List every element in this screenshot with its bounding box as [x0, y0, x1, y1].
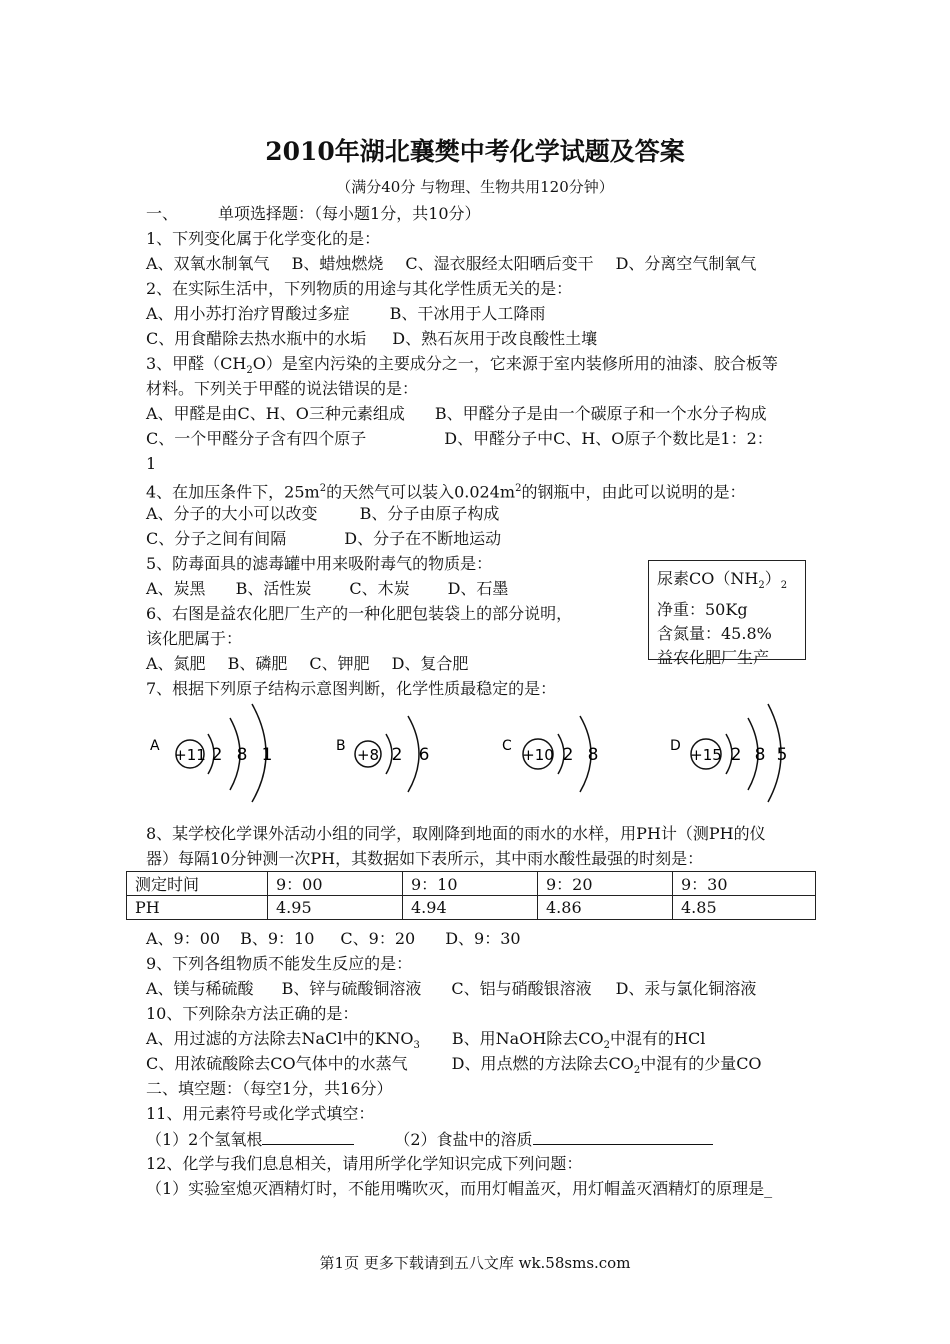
- table-cell: 测定时间: [127, 872, 268, 896]
- q4-option-a: A、分子的大小可以改变: [146, 504, 318, 523]
- q6-options: [146, 653, 468, 675]
- q2-stem: 2、在实际生活中，下列物质的用途与其化学性质无关的是：: [146, 279, 573, 298]
- q2-option-d: D、熟石灰用于改良酸性土壤: [392, 329, 598, 348]
- atom-d-shell-1: 2: [730, 745, 742, 765]
- q3-stem-line2: 材料。下列关于甲醛的说法错误的是：: [146, 379, 419, 398]
- q3-option-d: D、甲醛分子中C、H、O原子个数比是1：2：: [444, 429, 773, 448]
- section-2-heading: 二、填空题：（每空1分，共16分）: [146, 1079, 393, 1098]
- q5-option-c: C、木炭: [349, 579, 410, 598]
- atom-a-shell-3: 1: [261, 745, 273, 765]
- q6-option-c: C、钾肥: [309, 654, 370, 673]
- q8-stem-line2: 器）每隔10分钟测一次PH，其数据如下表所示，其中雨水酸性最强的时刻是：: [146, 849, 704, 868]
- q12-stem: 12、化学与我们息息相关，请用所学化学知识完成下列问题：: [146, 1154, 583, 1173]
- q4-stem-part2: 的天然气可以装入0.024m: [326, 482, 516, 502]
- q3-option-a: A、甲醛是由C、H、O三种元素组成: [146, 404, 405, 423]
- q7-stem: 7、根据下列原子结构示意图判断，化学性质最稳定的是：: [146, 679, 557, 698]
- q3-option-d-continued: 1: [146, 454, 157, 473]
- q10-stem: 10、下列除杂方法正确的是：: [146, 1004, 359, 1023]
- q10-option-b: B、用NaOH除去CO: [451, 1029, 604, 1048]
- page-subtitle: （满分40分 与物理、生物共用120分钟）: [336, 178, 614, 196]
- q2-option-a: A、用小苏打治疗胃酸过多症: [146, 304, 350, 323]
- q12-part-1: （1）实验室熄灭酒精灯时，不能用嘴吹灭，而用灯帽盖灭，用灯帽盖灭酒精灯的原理是_: [146, 1179, 773, 1198]
- label-product-close: ）: [764, 569, 781, 588]
- q4-stem-part3: 的钢瓶中，由此可以说明的是：: [521, 482, 746, 502]
- q10-option-a: A、用过滤的方法除去NaCl中的KNO: [146, 1029, 414, 1048]
- q9-option-b: B、锌与硫酸铜溶液: [281, 979, 422, 998]
- q11-blank-1[interactable]: [262, 1128, 354, 1145]
- q8-stem: 8、某学校化学课外活动小组的同学，取刚降到地面的雨水的水样，用PH计（测PH的仪: [146, 824, 766, 843]
- atom-c-nucleus: +10: [522, 746, 554, 764]
- q11-stem: 11、用元素符号或化学式填空：: [146, 1104, 375, 1123]
- q1-options: [146, 253, 756, 275]
- label-line-maker: 益农化肥厂生产: [657, 648, 770, 668]
- label-line-product: [657, 567, 797, 598]
- q3-options-row2: [146, 428, 773, 450]
- q4-sup2: 2: [515, 483, 522, 494]
- q4-option-c: C、分子之间有间隔: [146, 529, 287, 548]
- q8-options: [146, 928, 521, 950]
- q2-options-row2: [146, 328, 597, 350]
- q4-stem-part1: 4、在加压条件下，25m: [146, 482, 320, 502]
- q1-stem: 1、下列变化属于化学变化的是：: [146, 229, 381, 248]
- q11-part-1: （1）2个氢氧根: [146, 1130, 263, 1149]
- q5-option-a: A、炭黑: [146, 579, 206, 598]
- q6-stem: 6、右图是益农化肥厂生产的一种化肥包装袋上的部分说明，: [146, 604, 573, 623]
- q3-stem-part2: O）是室内污染的主要成分之一，它来源于室内装修所用的油漆、胶合板等: [252, 354, 778, 373]
- atom-a-nucleus: +11: [174, 746, 206, 764]
- q1-option-a: A、双氧水制氧气: [146, 254, 270, 273]
- q2-option-c: C、用食醋除去热水瓶中的水垢: [146, 329, 367, 348]
- table-row: [127, 896, 816, 920]
- atom-structure-diagrams: [146, 698, 796, 806]
- atom-a-diagram: [150, 704, 272, 802]
- label-line-weight: 净重：50Kg: [657, 600, 748, 620]
- table-cell: 9：20: [538, 872, 673, 896]
- q11-blank-2[interactable]: [533, 1128, 713, 1145]
- q10-option-d-sub: 2: [633, 1065, 641, 1077]
- table-cell: 9：30: [673, 872, 816, 896]
- q1-option-b: B、蜡烛燃烧: [291, 254, 384, 273]
- ph-measurement-table: [126, 871, 816, 920]
- q8-option-d: D、9：30: [445, 929, 521, 948]
- atom-b-letter: B: [336, 738, 346, 754]
- q4-options-row1: [146, 503, 499, 525]
- atom-a-shell-2: 8: [236, 745, 248, 765]
- q9-option-c: C、铝与硝酸银溶液: [451, 979, 592, 998]
- atom-a-letter: A: [150, 738, 160, 754]
- table-cell: 4.94: [403, 896, 538, 920]
- q10-option-a-sub: 3: [413, 1040, 420, 1052]
- q11-parts: [146, 1128, 713, 1151]
- q4-option-b: B、分子由原子构成: [359, 504, 500, 523]
- table-cell: 9：10: [403, 872, 538, 896]
- atom-c-shell-1: 2: [562, 745, 574, 765]
- section-1-text: 单项选择题：（每小题1分，共10分）: [218, 204, 481, 223]
- q4-stem: [146, 478, 745, 503]
- q9-stem: 9、下列各组物质不能发生反应的是：: [146, 954, 413, 973]
- q10-option-d-end: 中混有的少量CO: [640, 1054, 762, 1073]
- q10-option-b-sub: 2: [603, 1040, 611, 1052]
- section-1-heading: [146, 203, 481, 225]
- table-cell: 4.95: [268, 896, 403, 920]
- q10-option-c: C、用浓硫酸除去CO气体中的水蒸气: [146, 1054, 408, 1073]
- q8-option-c: C、9：20: [340, 929, 416, 948]
- atom-d-shell-2: 8: [754, 745, 766, 765]
- atom-c-shell-2: 8: [587, 745, 599, 765]
- q6-option-a: A、氮肥: [146, 654, 206, 673]
- q5-option-b: B、活性炭: [235, 579, 312, 598]
- q6-option-b: B、磷肥: [227, 654, 288, 673]
- q1-option-d: D、分离空气制氧气: [615, 254, 757, 273]
- atom-a-shell-1: 2: [211, 745, 223, 765]
- q3-stem-part1: 3、甲醛（CH: [146, 354, 247, 373]
- atom-b-shell-1: 2: [391, 745, 403, 765]
- label-line-nitrogen: 含氮量：45.8%: [657, 624, 772, 644]
- atom-b-shell-2: 6: [418, 745, 430, 765]
- q8-option-a: A、9：00: [146, 929, 221, 948]
- label-product-name: 尿素CO（NH: [657, 569, 759, 588]
- q9-option-d: D、汞与氯化铜溶液: [615, 979, 757, 998]
- atom-d-shell-3: 5: [776, 745, 788, 765]
- atom-d-diagram: [670, 704, 787, 802]
- table-cell: PH: [127, 896, 268, 920]
- fertilizer-label-box: [648, 560, 806, 668]
- q3-option-b: B、甲醛分子是由一个碳原子和一个水分子构成: [434, 404, 767, 423]
- q11-part-2: （2）食盐中的溶质: [394, 1130, 533, 1149]
- q3-stem-subscript: 2: [246, 365, 253, 377]
- table-cell: 4.86: [538, 896, 673, 920]
- q8-option-b: B、9：10: [240, 929, 315, 948]
- q1-option-c: C、湿衣服经太阳晒后变干: [405, 254, 594, 273]
- label-product-sub2: 2: [780, 580, 788, 592]
- section-1-number: 一、: [146, 204, 179, 223]
- table-cell: 9：00: [268, 872, 403, 896]
- q5-stem: 5、防毒面具的滤毒罐中用来吸附毒气的物质是：: [146, 554, 493, 573]
- q5-option-d: D、石墨: [447, 579, 509, 598]
- q3-option-c: C、一个甲醛分子含有四个原子: [146, 429, 367, 448]
- q4-option-d: D、分子在不断地运动: [344, 529, 502, 548]
- q3-options-row1: [146, 403, 767, 425]
- q4-options-row2: [146, 528, 501, 550]
- atom-b-diagram: [336, 716, 429, 792]
- q5-options: [146, 578, 508, 600]
- q6-stem-line2: 该化肥属于：: [146, 629, 243, 648]
- page-title: 2010年湖北襄樊中考化学试题及答案: [265, 137, 685, 166]
- atom-d-nucleus: +15: [690, 746, 722, 764]
- atom-b-nucleus: +8: [356, 746, 380, 764]
- q10-option-b-end: 中混有的HCl: [610, 1029, 706, 1048]
- q9-option-a: A、镁与稀硫酸: [146, 979, 254, 998]
- q6-option-d: D、复合肥: [391, 654, 469, 673]
- table-row: [127, 872, 816, 896]
- page-footer: 第1页 更多下载请到五八文库 wk.58sms.com: [319, 1254, 631, 1272]
- q2-options-row1: [146, 303, 545, 325]
- q10-option-d: D、用点燃的方法除去CO: [451, 1054, 634, 1073]
- q4-sup1: 2: [319, 483, 327, 494]
- q2-option-b: B、干冰用于人工降雨: [389, 304, 546, 323]
- atom-c-diagram: [502, 716, 598, 792]
- atom-d-letter: D: [670, 738, 681, 754]
- q9-options: [146, 978, 756, 1000]
- table-cell: 4.85: [673, 896, 816, 920]
- label-product-sub1: 2: [758, 580, 765, 592]
- atom-c-letter: C: [502, 738, 512, 754]
